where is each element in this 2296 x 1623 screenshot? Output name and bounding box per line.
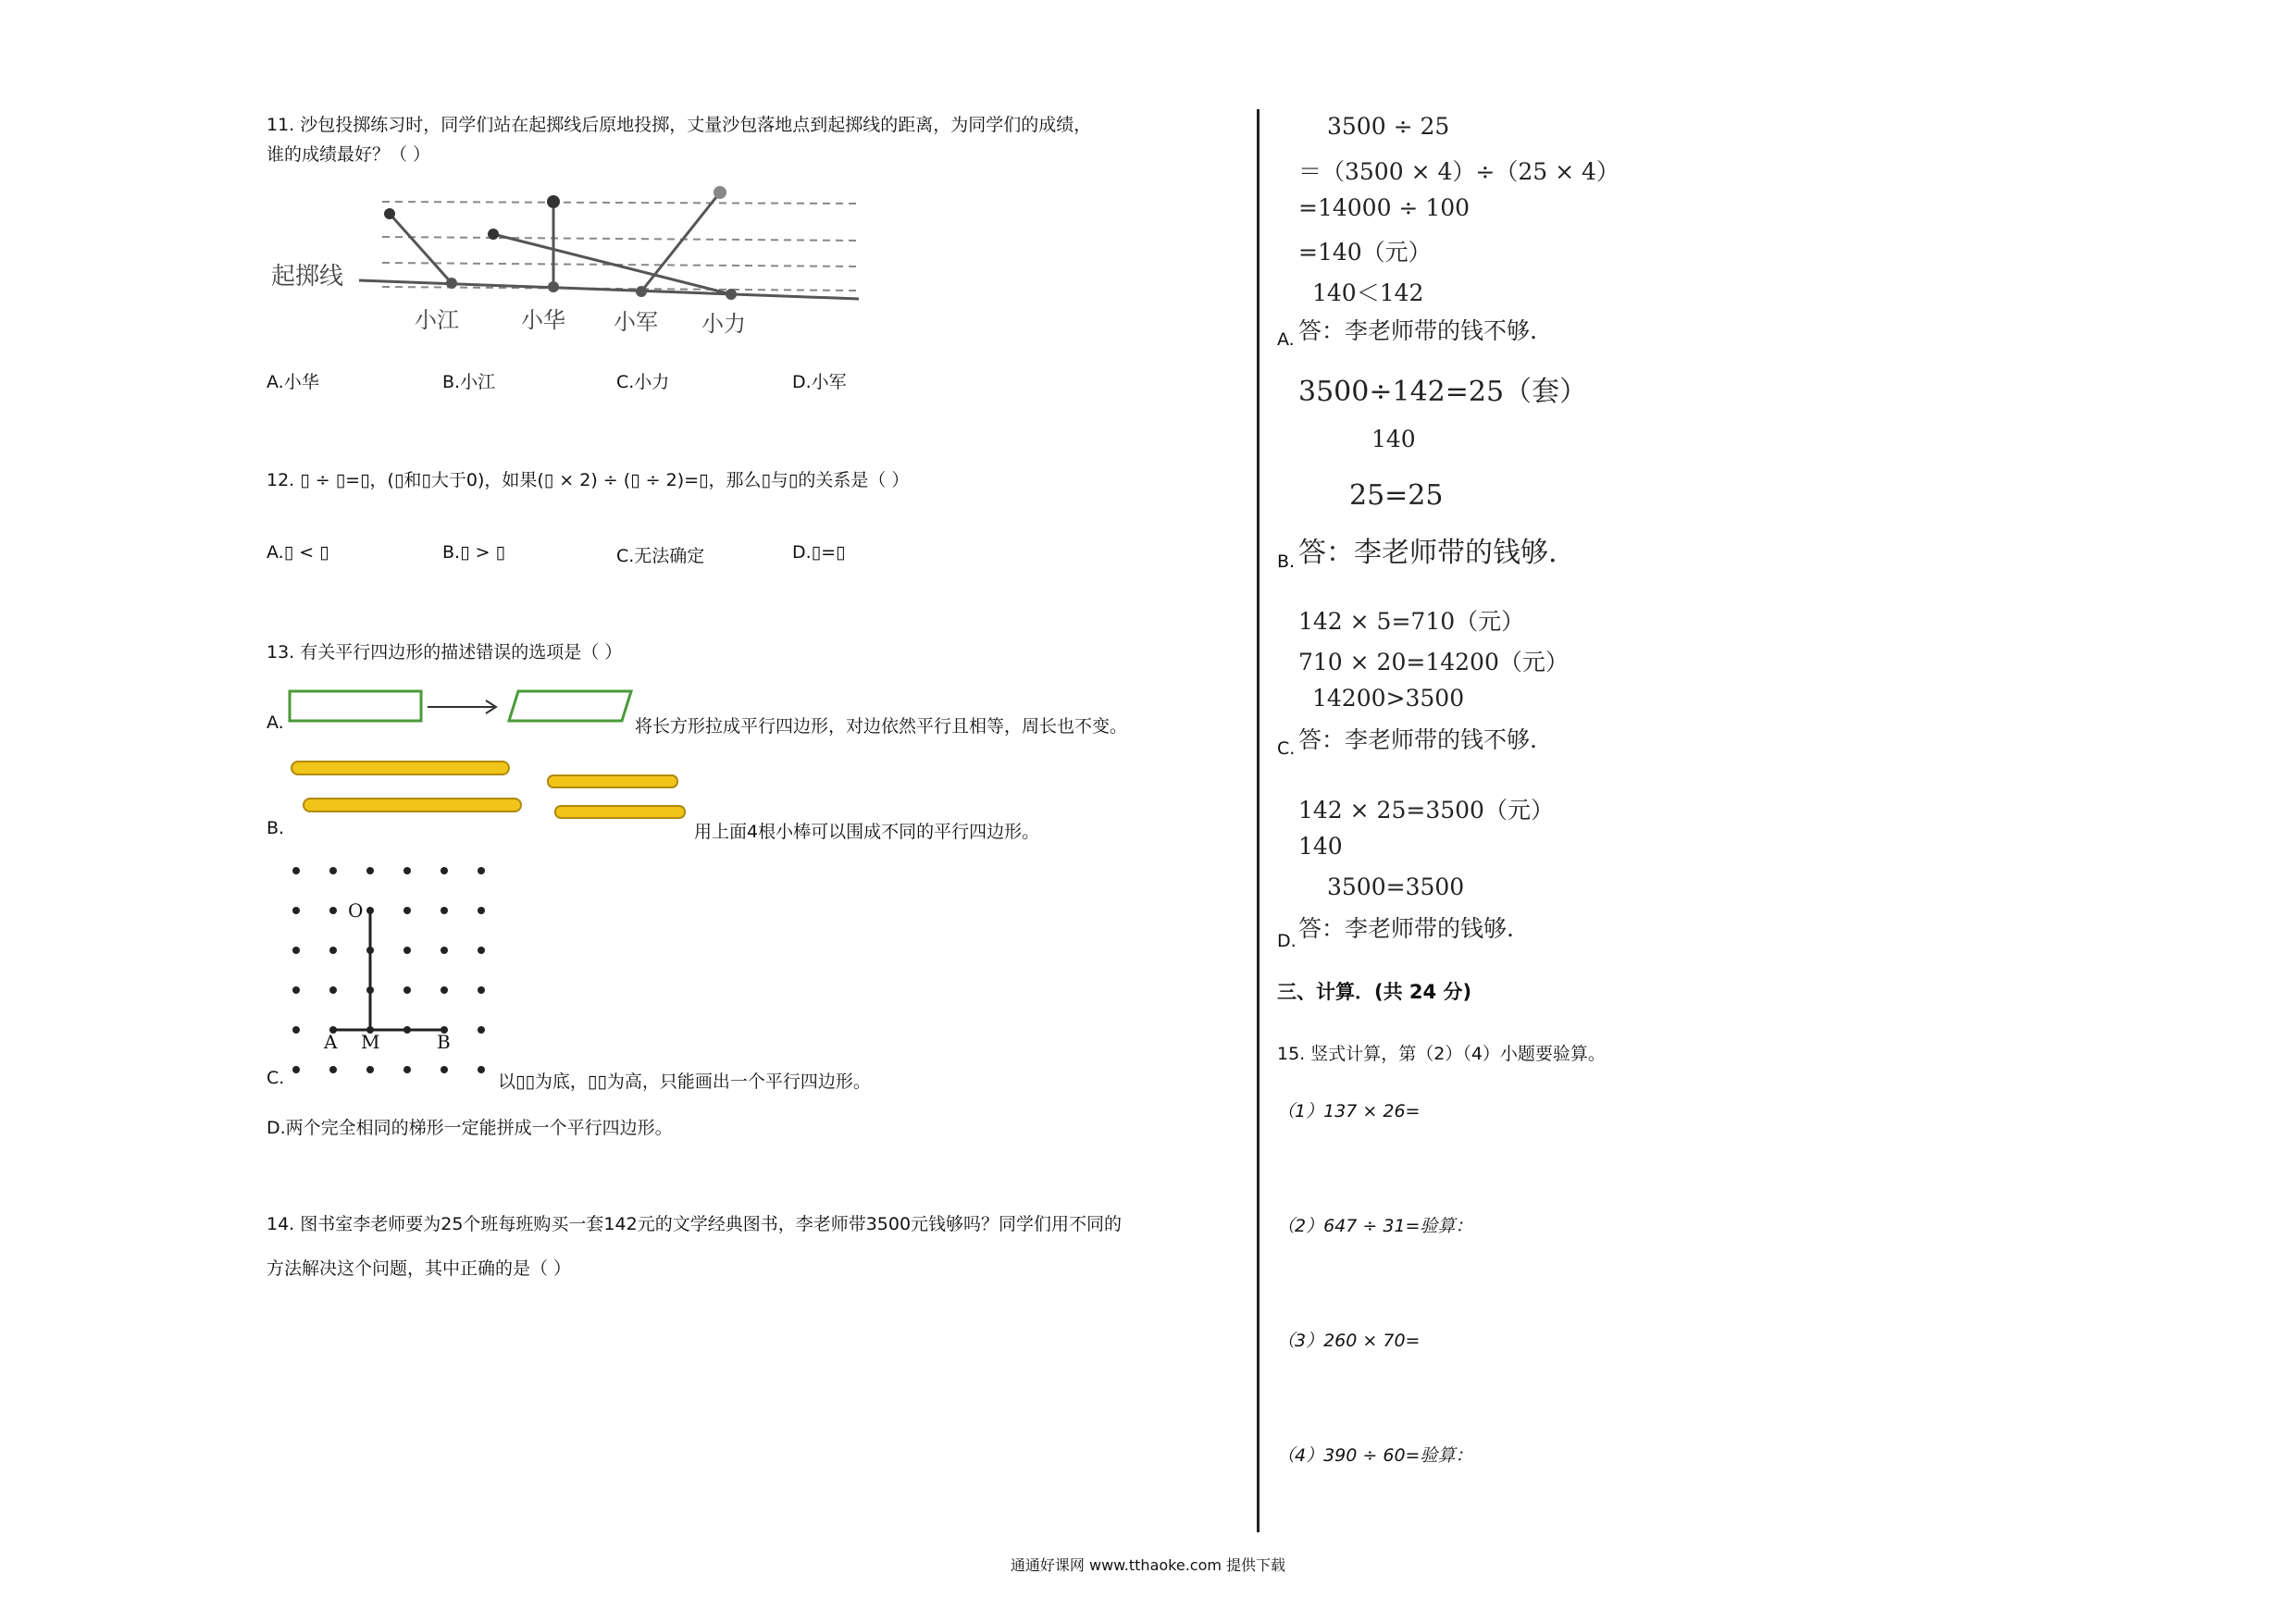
q12-option-c[interactable]: C.无法确定 (616, 546, 705, 566)
column-divider (1257, 109, 1260, 1532)
q15-item-2: （2）647 ÷ 31=验算： (1277, 1216, 1473, 1236)
name-label-xiaohua: 小华 (521, 307, 565, 333)
q14-line2: 方法解决这个问题，其中正确的是（ ） (267, 1258, 572, 1279)
q14-d-line1: 142 × 25=3500（元） (1298, 797, 1554, 824)
q13-option-b-label[interactable]: B. (267, 818, 285, 838)
q14-b-answer: 答：李老师带的钱够. (1298, 537, 1558, 569)
q14-c-answer: 答：李老师带的钱不够. (1298, 726, 1537, 753)
q12-option-a[interactable]: A.▯ < ▯ (267, 542, 329, 563)
q13-option-d[interactable]: D.两个完全相同的梯形一定能拼成一个平行四边形。 (267, 1118, 673, 1138)
rectangle-to-parallelogram-figure (287, 688, 639, 725)
q14-a-line4: =140（元） (1298, 239, 1432, 266)
q14-c-line3: 14200>3500 (1312, 685, 1465, 712)
q14-a-line3: =14000 ÷ 100 (1298, 194, 1471, 221)
q14-d-answer: 答：李老师带的钱够. (1298, 915, 1514, 942)
q14-b-line1: 3500÷142=25（套） (1298, 376, 1588, 408)
q11-option-d[interactable]: D.小军 (792, 372, 847, 392)
q12-text: 12. ▯ ÷ ▯=▯，(▯和▯大于0)，如果(▯ × 2) ÷ (▯ ÷ 2)=▯，那么▯与▯的关系是（ ） (267, 470, 910, 490)
page-footer: 通通好课网 www.tthaoke.com 提供下载 (1010, 1556, 1286, 1574)
q14-b-line3: 25=25 (1349, 479, 1444, 512)
q14-d-line2: 140 (1298, 833, 1343, 860)
q14-a-answer: 答：李老师带的钱不够. (1298, 317, 1537, 344)
point-o-label: O (348, 899, 364, 922)
q14-c-line2: 710 × 20=14200（元） (1298, 649, 1569, 675)
point-b-label: B (437, 1031, 451, 1053)
q15-item-3: （3）260 × 70= (1277, 1331, 1421, 1351)
sticks-figure (287, 757, 694, 822)
section-3-heading: 三、计算．(共 24 分) (1277, 981, 1472, 1003)
q14-d-line3: 3500=3500 (1327, 873, 1465, 900)
q11-option-a[interactable]: A.小华 (267, 372, 319, 392)
point-a-label: A (324, 1031, 338, 1053)
point-m-label: M (361, 1031, 380, 1053)
q13-option-a-label[interactable]: A. (267, 712, 284, 733)
q14-option-a-label[interactable]: A. (1277, 329, 1295, 350)
dot-grid-figure (282, 857, 504, 1088)
q14-option-b-label[interactable]: B. (1277, 551, 1296, 572)
q11-line2: 谁的成绩最好？（ ） (267, 144, 431, 165)
q15-text: 15. 竖式计算，第（2）（4）小题要验算。 (1277, 1044, 1606, 1064)
q14-a-line1: 3500 ÷ 25 (1327, 113, 1450, 140)
q12-option-b[interactable]: B.▯ > ▯ (442, 542, 505, 563)
q14-b-line2: 140 (1371, 426, 1416, 452)
q14-option-d-label[interactable]: D. (1277, 931, 1297, 951)
q14-a-line5: 140＜142 (1312, 279, 1424, 306)
q14-option-c-label[interactable]: C. (1277, 738, 1296, 759)
q13-option-c-label[interactable]: C. (267, 1068, 285, 1088)
q15-item-1: （1）137 × 26= (1277, 1101, 1421, 1121)
q13-option-c-text: 以▯▯为底，▯▯为高，只能画出一个平行四边形。 (498, 1072, 871, 1092)
q12-option-d[interactable]: D.▯=▯ (792, 542, 846, 563)
q11-throw-figure (267, 183, 868, 345)
q14-c-line1: 142 × 5=710（元） (1298, 608, 1525, 635)
q15-item-4: （4）390 ÷ 60=验算： (1277, 1445, 1473, 1466)
q14-line1: 14. 图书室李老师要为25个班每班购买一套142元的文学经典图书，李老师带3500元钱够吗？同学们用不同的 (267, 1214, 1123, 1234)
q14-a-line2: ＝（3500 × 4）÷（25 × 4） (1298, 158, 1620, 185)
name-label-xiaoli: 小力 (701, 311, 746, 337)
q11-throw-diagram (267, 183, 868, 345)
q11-option-b[interactable]: B.小江 (442, 372, 496, 392)
name-label-xiaojiang: 小江 (415, 307, 459, 333)
q11-line1: 11. 沙包投掷练习时，同学们站在起掷线后原地投掷，丈量沙包落地点到起掷线的距离，为同学们的成绩， (267, 115, 1092, 135)
q13-text: 13. 有关平行四边形的描述错误的选项是（ ） (267, 642, 623, 663)
q11-option-c[interactable]: C.小力 (616, 372, 670, 392)
start-line-label: 起掷线 (271, 263, 344, 291)
q13-option-b-text: 用上面4根小棒可以围成不同的平行四边形。 (694, 822, 1040, 842)
q13-option-a-text: 将长方形拉成平行四边形，对边依然平行且相等，周长也不变。 (635, 716, 1128, 737)
name-label-xiaojun: 小军 (614, 309, 658, 335)
